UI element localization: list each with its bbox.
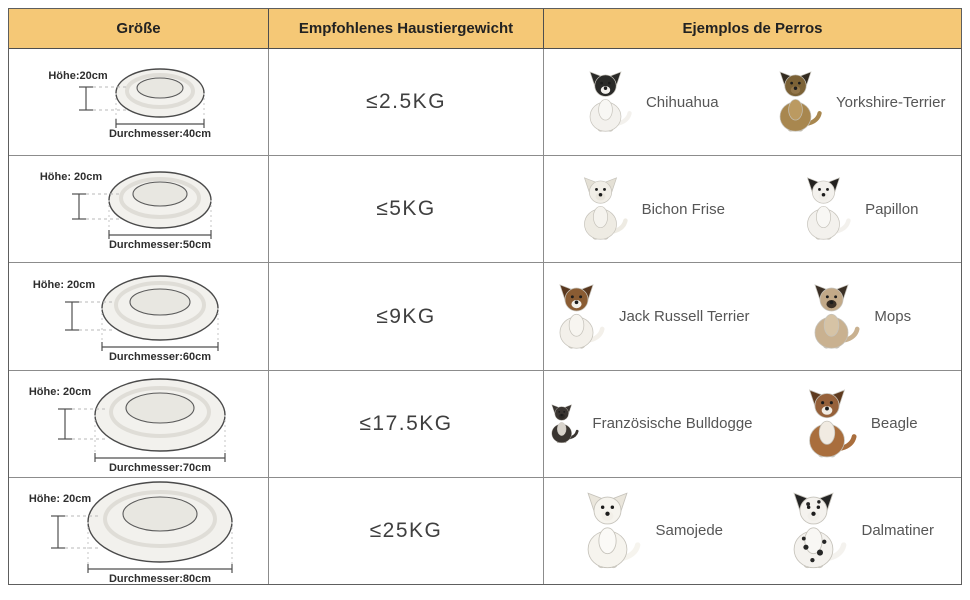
height-label: Höhe: 20cm: [39, 171, 102, 184]
bed-inner-cushion: [130, 289, 190, 315]
dog-breed-name: Samojede: [655, 522, 724, 540]
diameter-label: Durchmesser:60cm: [108, 350, 211, 363]
bed-sketch-diagram: [10, 264, 268, 370]
height-label: Höhe: 20cm: [28, 385, 91, 398]
size-cell: [9, 156, 269, 262]
dog-example: [544, 491, 753, 571]
weight-cell: [269, 478, 544, 584]
weight-cell: [269, 263, 544, 369]
size-cell: [9, 371, 269, 477]
dog-photo: [795, 176, 852, 242]
dog-photo: [802, 283, 861, 351]
dog-breed-name: Mops: [874, 308, 912, 325]
size-cell: [9, 263, 269, 369]
dog-photo: [544, 388, 579, 460]
dog-photo: [768, 70, 823, 134]
table-body: [9, 49, 961, 584]
table-row: [9, 156, 961, 263]
bed-inner-cushion: [137, 78, 183, 98]
bed-sketch-diagram: [10, 156, 268, 262]
dog-examples-cell: [544, 49, 961, 155]
dog-examples-cell: [544, 371, 961, 477]
dog-photo: [572, 176, 629, 242]
diameter-label: Durchmesser:40cm: [108, 128, 211, 141]
height-label: Höhe: 20cm: [32, 278, 95, 291]
dog-example: [544, 70, 753, 134]
bed-sketch-diagram: [10, 478, 268, 584]
size-chart-table: [8, 8, 962, 585]
height-label: Höhe: 20cm: [28, 492, 91, 505]
dog-examples-cell: [544, 478, 961, 584]
table-row: [9, 263, 961, 370]
dog-photo: [547, 283, 606, 351]
height-label: Höhe:20cm: [47, 70, 108, 83]
bed-sketch-diagram: [10, 49, 268, 155]
table-row: [9, 49, 961, 156]
weight-cell: [269, 156, 544, 262]
column-header-size: Größe: [9, 9, 269, 49]
diameter-label: Durchmesser:70cm: [108, 461, 211, 474]
dog-photo: [796, 388, 858, 460]
dog-example: [753, 491, 962, 571]
dog-breed-name: Chihuahua: [645, 93, 719, 111]
dog-photo: [578, 70, 633, 134]
dog-breed-name: Französische Bulldogge: [592, 415, 753, 433]
weight-value: ≤2.5KG: [365, 90, 447, 114]
dog-examples-cell: [544, 263, 961, 369]
dog-breed-name: Jack Russell Terrier: [618, 308, 750, 325]
bed-inner-cushion: [126, 393, 194, 423]
table-row: [9, 371, 961, 478]
table-header-row: [9, 9, 961, 49]
dog-example: [753, 70, 962, 134]
column-header-weight: Empfohlenes Haustiergewicht: [269, 9, 544, 49]
weight-value: ≤9KG: [376, 304, 436, 328]
diameter-label: Durchmesser:50cm: [108, 239, 211, 252]
dog-breed-name: Bichon Frise: [641, 200, 725, 218]
dog-photo: [573, 491, 642, 571]
dog-breed-name: Beagle: [870, 415, 918, 433]
dog-breed-name: Dalmatiner: [861, 522, 935, 540]
diameter-label: Durchmesser:80cm: [108, 572, 211, 584]
dog-examples-cell: [544, 156, 961, 262]
column-header-dog-examples: Ejemplos de Perros: [544, 9, 961, 49]
bed-inner-cushion: [123, 497, 197, 531]
dog-example: [544, 283, 753, 351]
weight-cell: [269, 371, 544, 477]
dog-breed-name: Yorkshire-Terrier: [836, 93, 946, 111]
weight-value: ≤25KG: [369, 518, 443, 542]
dog-example: [544, 176, 753, 242]
weight-value: ≤5KG: [376, 197, 436, 221]
weight-cell: [269, 49, 544, 155]
dog-photo: [779, 491, 848, 571]
dog-example: [544, 388, 753, 460]
dog-example: [753, 176, 962, 242]
weight-value: ≤17.5KG: [359, 411, 453, 435]
size-cell: [9, 478, 269, 584]
bed-inner-cushion: [133, 182, 187, 206]
dog-breed-name: Papillon: [865, 200, 919, 218]
table-row: [9, 478, 961, 584]
dog-example: [753, 283, 962, 351]
bed-sketch-diagram: [10, 371, 268, 477]
size-cell: [9, 49, 269, 155]
dog-example: [753, 388, 962, 460]
